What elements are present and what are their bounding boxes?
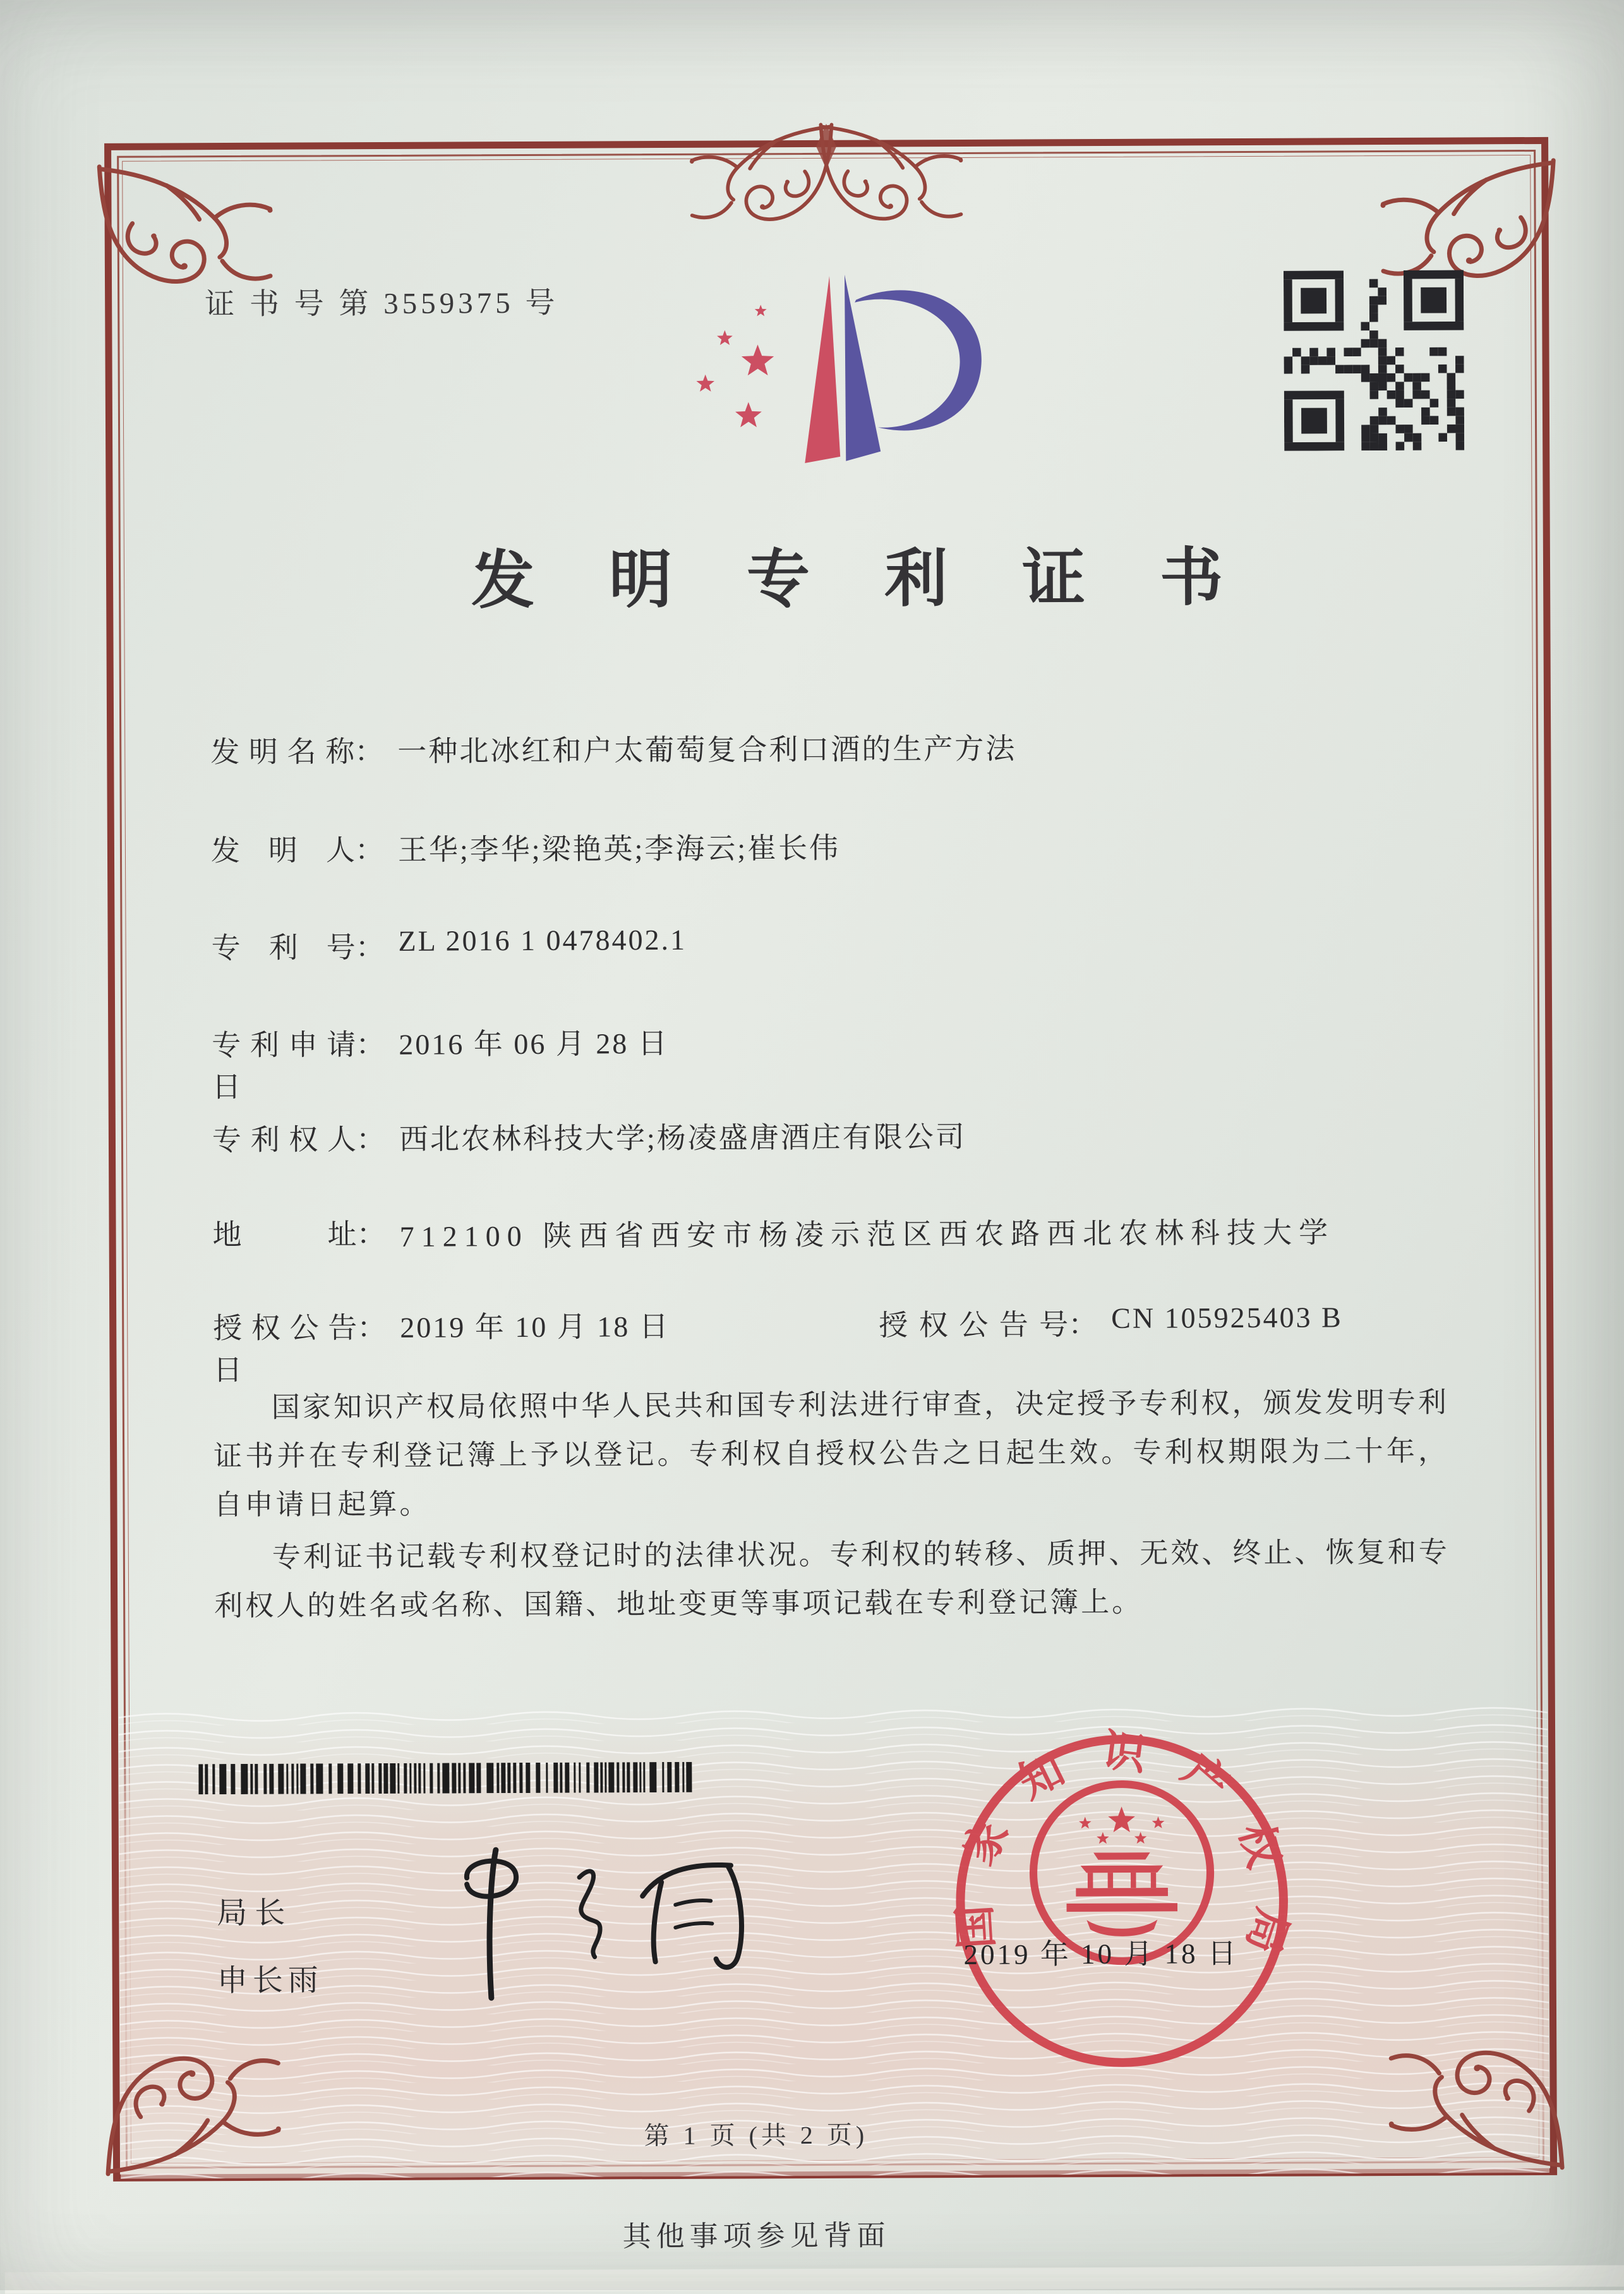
back-note: 其他事项参见背面 [622,2219,891,2253]
cnipa-round-seal-icon [944,1724,1299,2079]
certificate-number: 证 书 号 第 3559375 号 [205,286,559,322]
cnipa-logo-icon [688,268,1017,468]
colon: ： [357,1311,387,1344]
field-label: 授权公告号 [879,1308,1069,1342]
legal-body-text [214,1379,1450,1631]
field-patent-number [211,923,687,967]
officer-role-label: 局长 [217,1896,293,1931]
field-grant-row [213,1301,1343,1389]
field-label: 发明人 [210,834,356,867]
colon: ： [356,1217,386,1251]
certificate-title: 发明专利证书 [471,542,1298,617]
field-value: 西北农林科技大学;杨凌盛唐酒庄有限公司 [399,1120,966,1156]
field-value: 712100 陕西省西安市杨凌示范区西农路西北农林科技大学 [399,1216,1335,1253]
seal-text: 国家知识产权局 [947,1725,1298,1992]
field-patentee [212,1114,966,1159]
colon: ： [356,1123,386,1156]
field-value: 一种北冰红和户太葡萄复合利口酒的生产方法 [397,732,1017,768]
field-address [212,1207,1347,1264]
field-label: 专利权人 [212,1123,357,1157]
field-value: CN 105925403 B [1111,1301,1343,1334]
logo-p-bowl [855,290,982,431]
field-label: 专利号 [211,931,356,965]
colon: ： [1068,1308,1098,1341]
logo-blue-wedge [845,275,881,461]
field-value: 王华;李华;梁艳英;李海云;崔长伟 [397,831,841,866]
field-value: 2019 年 10 月 18 日 [400,1310,670,1344]
colon: ： [354,735,384,768]
officer-name: 申长雨 [217,1964,323,1998]
qr-code-icon [1284,270,1464,450]
field-label: 专利申请日 [212,1029,356,1104]
colon: ： [355,931,385,964]
field-label: 发明名称 [210,735,355,769]
field-grant-number [879,1300,1343,1344]
field-value: 2016 年 06 月 28 日 [399,1027,669,1061]
field-label: 地址 [212,1218,357,1252]
body-paragraph-1: 国家知识产权局依照中华人民共和国专利法进行审查，决定授予专利权，颁发发明专利证书并在专利登记簿上予以登记。专利权自授权公告之日起生效。专利权期限为二十年，自申请日起算。 [214,1386,1450,1521]
logo-red-wedge [804,276,840,463]
seal-date: 2019 年 10 月 18 日 [963,1938,1239,1971]
colon: ： [354,833,385,867]
barcode-icon [198,1762,701,1794]
field-inventors [211,825,840,869]
field-value: ZL 2016 1 0478402.1 [398,923,687,957]
photo-bottom-edge [5,2265,1624,2293]
field-label: 授权公告日 [213,1312,358,1387]
field-filing-date [212,1020,669,1106]
colon: ： [356,1028,385,1061]
page-number: 第 1 页 (共 2 页) [644,2120,869,2151]
body-paragraph-2: 专利证书记载专利权登记时的法律状况。专利权的转移、质押、无效、终止、恢复和专利权人的姓名或名称、国籍、地址变更等事项记载在专利登记簿上。 [214,1536,1450,1622]
field-invention-name [210,726,1016,771]
signature-icon [420,1837,812,2029]
